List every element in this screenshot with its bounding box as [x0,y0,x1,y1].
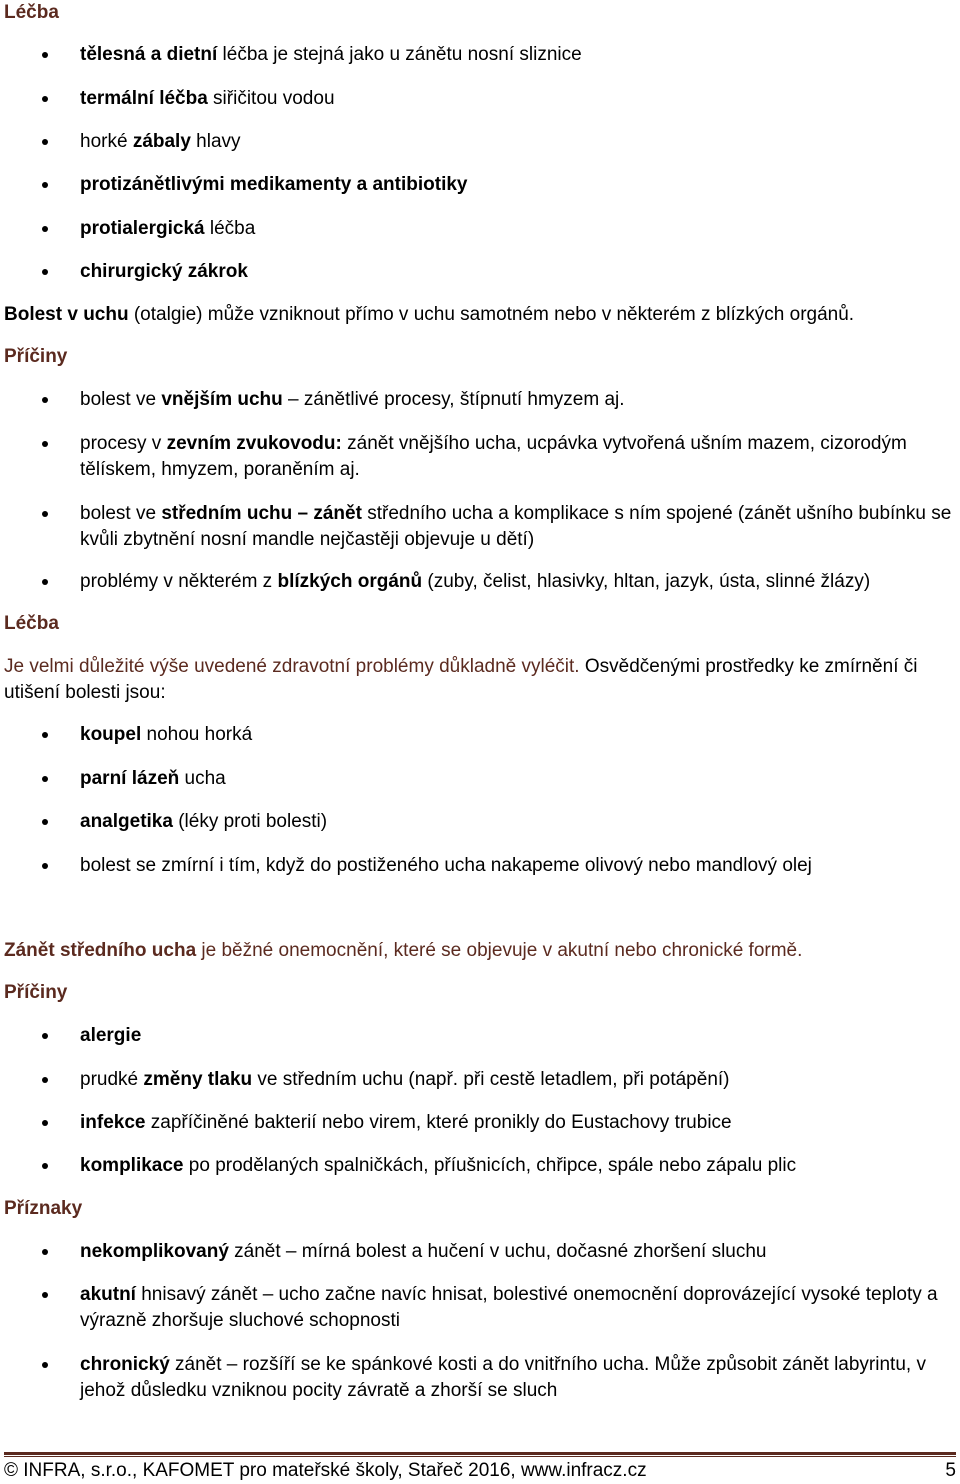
footer-text: © INFRA, s.r.o., KAFOMET pro mateřské školy, Stařeč 2016, www.infracz.cz [4,1460,647,1481]
list-item: protizánětlivými medikamenty a antibiotiky [80,172,956,198]
heading-lecba: Léčba [4,2,59,23]
list-item: infekce zapříčiněné bakterií nebo virem, které pronikly do Eustachovy trubice [80,1110,956,1136]
list-item: koupel nohou horká [80,722,956,748]
heading-priciny: Příčiny [4,346,68,367]
paragraph-zanet: Zánět středního ucha je běžné onemocnění, které se objevuje v akutní nebo chronické formě. [4,940,803,961]
list-item: horké zábaly hlavy [80,129,956,155]
list-item: tělesná a dietní léčba je stejná jako u zánětu nosní sliznice [80,42,956,68]
list-item: akutní hnisavý zánět – ucho začne navíc hnisat, bolestivé onemocnění doprovázející vysoké teploty a výrazně zhoršuje sluchové schopnosti [80,1282,956,1334]
footer-divider [4,1452,956,1455]
list-item: bolest se zmírní i tím, když do postiženého ucha nakapeme olivový nebo mandlový olej [80,853,956,879]
paragraph-bolest: Bolest v uchu (otalgie) může vzniknout přímo v uchu samotném nebo v některém z blízkých orgánů. [4,304,855,325]
list-item: analgetika (léky proti bolesti) [80,809,956,835]
list-item: parní lázeň ucha [80,766,956,792]
list-item: procesy v zevním zvukovodu: zánět vnějšího ucha, ucpávka vytvořená ušním mazem, cizorodým tělískem, hmyzem, poraněním aj. [80,431,956,483]
list-item: chronický zánět – rozšíří se ke spánkové kosti a do vnitřního ucha. Může způsobit zánět labyrintu, v jehož důsledku vzniknou pocity závratě a zhorší se sluch [80,1352,956,1404]
list-item: prudké změny tlaku ve středním uchu (např. při cestě letadlem, při potápění) [80,1067,956,1093]
heading-priciny: Příčiny [4,982,68,1003]
paragraph-intro: Je velmi důležité výše uvedené zdravotní problémy důkladně vyléčit. Osvědčenými prostředky ke zmírnění či utišení bolesti jsou: [4,656,918,703]
footer-divider-thin [4,1456,956,1457]
page-number: 5 [945,1460,956,1481]
heading-priznaky: Příznaky [4,1198,83,1219]
list-item: alergie [80,1023,956,1049]
list-item: bolest ve vnějším uchu – zánětlivé procesy, štípnutí hmyzem aj. [80,387,956,413]
heading-lecba: Léčba [4,613,59,634]
list-item: bolest ve středním uchu – zánět středního ucha a komplikace s ním spojené (zánět ušního bubínku se kvůli zbytnění nosní mandle nejčastěji objevuje u dětí) [80,501,956,553]
list-item: komplikace po prodělaných spalničkách, příušnicích, chřipce, spále nebo zápalu plic [80,1153,956,1179]
list-item: chirurgický zákrok [80,259,956,285]
list-item: termální léčba siřičitou vodou [80,86,956,112]
list-item: nekomplikovaný zánět – mírná bolest a hučení v uchu, dočasné zhoršení sluchu [80,1239,956,1265]
list-item: problémy v některém z blízkých orgánů (zuby, čelist, hlasivky, hltan, jazyk, ústa, slinné žlázy) [80,569,956,595]
list-item: protialergická léčba [80,216,956,242]
